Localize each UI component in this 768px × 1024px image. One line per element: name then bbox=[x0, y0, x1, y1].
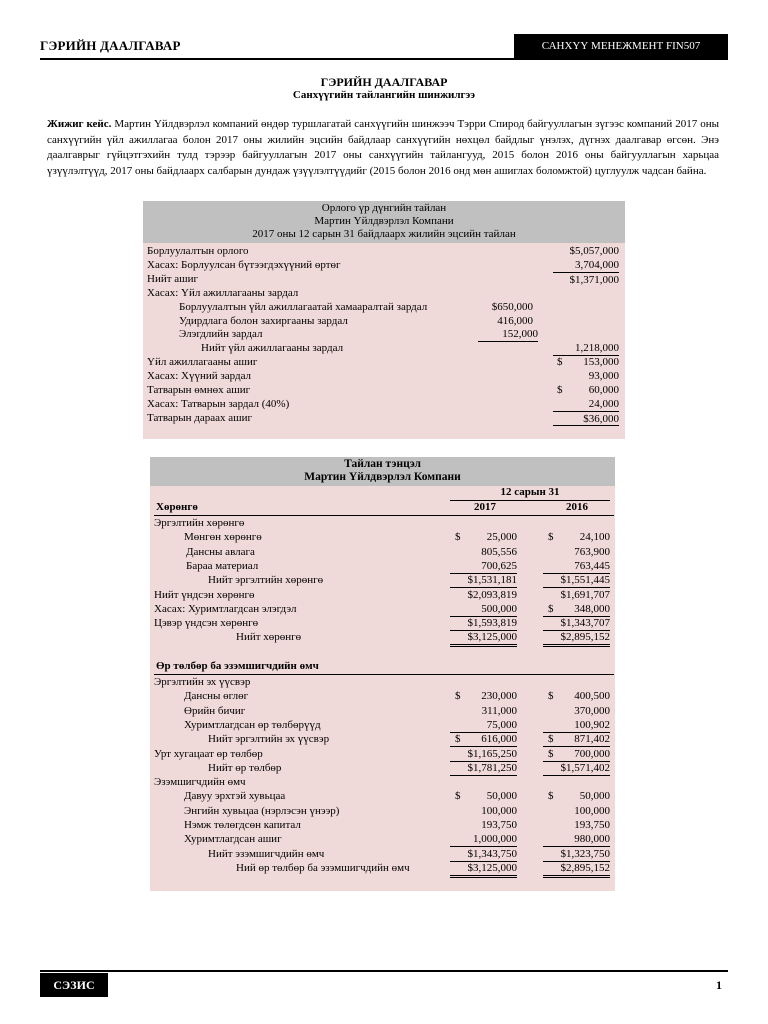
balance-row-2016: $1,571,402 bbox=[543, 761, 610, 776]
income-row-amount: 93,000 bbox=[588, 370, 619, 383]
income-row bbox=[143, 397, 625, 411]
income-row-label: Элэгдлийн зардал bbox=[179, 328, 263, 341]
balance-row bbox=[150, 789, 615, 803]
balance-row bbox=[150, 689, 615, 703]
balance-row bbox=[150, 516, 615, 530]
income-row-amount: 60,000 bbox=[588, 384, 619, 396]
balance-row-2017: 100,000 bbox=[481, 804, 517, 817]
balance-row-label: Нийт хөрөнгө bbox=[236, 631, 302, 644]
income-statement bbox=[143, 201, 625, 439]
col-2016: 2016 bbox=[566, 501, 588, 513]
balance-row-label: Дансны өглөг bbox=[184, 690, 249, 703]
balance-row-label: Нийт эргэлтийн хөрөнгө bbox=[208, 574, 324, 587]
income-row bbox=[143, 341, 625, 355]
balance-head-title: Тайлан тэнцэл bbox=[344, 458, 421, 470]
balance-row-label: Нэмж төлөгдсөн капитал bbox=[184, 819, 301, 831]
income-row-label: Нийт үйл ажиллагааны зардал bbox=[201, 342, 344, 355]
income-row-label: Борлуулалтын үйл ажиллагаатай хамааралтай зардал bbox=[179, 300, 428, 313]
balance-row-label: Өрийн бичиг bbox=[184, 704, 246, 717]
income-row-amount-detail: 416,000 bbox=[497, 314, 533, 327]
balance-row-2017: 75,000 bbox=[450, 718, 517, 733]
page-subtitle: Санхүүгийн тайлангийн шинжилгээ bbox=[292, 89, 476, 101]
income-row bbox=[143, 383, 625, 397]
income-row-amount: 3,704,000 bbox=[553, 258, 619, 273]
balance-row bbox=[150, 573, 615, 587]
balance-row-2016: $2,895,152 bbox=[543, 630, 610, 647]
balance-row-2016: 763,445 bbox=[543, 559, 610, 574]
balance-row-label: Давуу эрхтэй хувьцаа bbox=[184, 790, 286, 803]
balance-row-label: Урт хугацаат өр төлбөр bbox=[154, 747, 263, 760]
income-row-label: Хасах: Хүүний зардал bbox=[147, 370, 252, 383]
balance-sheet-header bbox=[150, 457, 615, 486]
balance-row-dollar: $ bbox=[455, 531, 461, 544]
income-row bbox=[143, 314, 625, 328]
income-row-label: Үйл ажиллагааны ашиг bbox=[147, 356, 258, 369]
balance-row-label: Хуримтлагдсан өр төлбөрүүд bbox=[184, 718, 321, 731]
balance-row-2016: 100,000 bbox=[574, 804, 610, 817]
balance-period: 12 сарын 31 bbox=[500, 486, 560, 498]
income-row-label: Хасах: Татварын зардал (40%) bbox=[147, 397, 290, 410]
balance-row-dollar: $ bbox=[548, 602, 554, 615]
balance-row-dollar: $ bbox=[548, 531, 554, 544]
header-left-title: ГЭРИЙН ДААЛГАВАР bbox=[40, 38, 181, 53]
balance-head-company: Мартин Үйлдвэрлэл Компани bbox=[304, 471, 461, 483]
balance-row-dollar: $ bbox=[548, 747, 554, 760]
balance-row-2017: 616,000 bbox=[450, 732, 517, 747]
balance-row bbox=[150, 530, 615, 544]
balance-row-dollar: $ bbox=[455, 733, 461, 746]
assets-section-title: Хөрөнгө bbox=[156, 501, 198, 513]
balance-row-2016: 50,000 bbox=[579, 790, 610, 803]
balance-row-2017: $1,343,750 bbox=[450, 847, 517, 862]
balance-row-label: Эргэлтийн хөрөнгө bbox=[154, 517, 245, 529]
income-row-amount: $1,371,000 bbox=[553, 272, 619, 286]
balance-row-2016: 700,000 bbox=[543, 747, 610, 762]
balance-row-label: Ний өр төлбөр ба эзэмшигчдийн өмч bbox=[236, 861, 410, 874]
balance-row-2017: $3,125,000 bbox=[450, 630, 517, 647]
balance-row bbox=[150, 602, 615, 616]
balance-row-2017: 193,750 bbox=[481, 819, 517, 831]
page-number: 1 bbox=[716, 978, 722, 992]
balance-row bbox=[150, 616, 615, 630]
income-row bbox=[143, 272, 625, 286]
balance-row-label: Энгийн хувьцаа (нэрлэсэн үнээр) bbox=[184, 804, 340, 817]
balance-row-2016: $1,691,707 bbox=[560, 588, 610, 601]
income-row-label: Татварын өмнөх ашиг bbox=[147, 384, 251, 396]
balance-row bbox=[150, 675, 615, 689]
balance-row-label: Нийт өр төлбөр bbox=[208, 761, 282, 774]
income-row-amount: $36,000 bbox=[553, 411, 619, 426]
balance-row-2016: 980,000 bbox=[543, 832, 610, 847]
income-statement-header bbox=[143, 201, 625, 243]
income-row-amount: 24,000 bbox=[553, 397, 619, 412]
balance-row bbox=[150, 718, 615, 732]
balance-row-2017: 700,625 bbox=[450, 559, 517, 574]
balance-row-2016: 370,000 bbox=[574, 704, 610, 717]
income-row bbox=[143, 244, 625, 258]
case-intro-paragraph bbox=[47, 117, 719, 179]
balance-row-dollar: $ bbox=[455, 790, 461, 803]
income-row-amount: 1,218,000 bbox=[553, 341, 619, 356]
income-row-label: Нийт ашиг bbox=[147, 272, 199, 285]
header-course-badge: САНХҮҮ МЕНЕЖМЕНТ FIN507 bbox=[514, 34, 728, 58]
income-row-label: Удирдлага болон захиргааны зардал bbox=[179, 314, 348, 327]
income-row-dollar: $ bbox=[557, 356, 563, 369]
balance-row bbox=[150, 588, 615, 602]
balance-row-2017: $1,781,250 bbox=[450, 761, 517, 776]
balance-row bbox=[150, 761, 615, 775]
balance-row-2016: $1,323,750 bbox=[543, 847, 610, 862]
balance-row-2016: 24,100 bbox=[579, 531, 610, 544]
balance-row-dollar: $ bbox=[548, 733, 554, 746]
income-row bbox=[143, 327, 625, 341]
income-row bbox=[143, 258, 625, 272]
header-rule bbox=[40, 58, 728, 60]
balance-row bbox=[150, 861, 615, 875]
income-head-company: Мартин Үйлдвэрлэл Компани bbox=[314, 215, 454, 227]
balance-row-2017: 311,000 bbox=[481, 704, 517, 717]
page-title: ГЭРИЙН ДААЛГАВАР bbox=[320, 75, 448, 89]
balance-row-label: Хасах: Хуримтлагдсан элэгдэл bbox=[154, 602, 297, 615]
balance-row-2017: $1,531,181 bbox=[450, 573, 517, 588]
income-head-period: 2017 оны 12 сарын 31 байдлаарх жилийн эцсийн тайлан bbox=[252, 228, 516, 240]
income-row-label: Хасах: Борлуулсан бүтээгдэхүүний өртөг bbox=[147, 258, 341, 271]
income-row bbox=[143, 355, 625, 369]
balance-row-2017: 230,000 bbox=[481, 690, 517, 703]
income-row bbox=[143, 286, 625, 300]
balance-row-label: Эзэмшигчдийн өмч bbox=[154, 776, 246, 789]
balance-sheet bbox=[150, 457, 615, 891]
balance-row-dollar: $ bbox=[548, 790, 554, 803]
income-row-amount: $5,057,000 bbox=[569, 245, 619, 257]
balance-row bbox=[150, 704, 615, 718]
balance-row-label: Хуримтлагдсан ашиг bbox=[184, 833, 282, 846]
balance-row-label: Мөнгөн хөрөнгө bbox=[184, 531, 262, 544]
case-lead: Жижиг кейс. bbox=[47, 118, 112, 130]
balance-row-label: Дансны авлага bbox=[186, 545, 255, 558]
balance-row-2017: 805,556 bbox=[481, 545, 517, 558]
income-row-dollar: $ bbox=[557, 384, 563, 396]
income-row bbox=[143, 411, 625, 425]
balance-row-2017: 500,000 bbox=[450, 602, 517, 617]
balance-row bbox=[150, 545, 615, 559]
balance-row-2017: $1,165,250 bbox=[450, 747, 517, 762]
balance-row-2016: 100,902 bbox=[543, 718, 610, 733]
balance-row-2016: $2,895,152 bbox=[543, 861, 610, 878]
balance-row-label: Нийт үндсэн хөрөнгө bbox=[154, 588, 255, 601]
balance-row-2016: 400,500 bbox=[574, 690, 610, 703]
balance-row bbox=[150, 847, 615, 861]
balance-row-2017: 50,000 bbox=[486, 790, 517, 803]
balance-row-label: Эргэлтийн эх үүсвэр bbox=[154, 676, 251, 688]
balance-row-2017: $1,593,819 bbox=[450, 616, 517, 631]
income-row-label: Татварын дараах ашиг bbox=[147, 411, 253, 424]
balance-row-2017: 25,000 bbox=[486, 531, 517, 544]
case-text: Мартин Үйлдвэрлэл компаний өндөр туршлагатай санхүүгийн шинжээч Тэрри Спирод байгууллагын зүгээс компаний 2017 оны санхүүгийн үйл ажиллагаа болон 2017 оны жилийн эцсийн байдлаар санхүүгийн нөхцөл байдлыг үнэлэх, дүгнэх даалгавар өгсөн. Энэ даалгаврыг гүйцэтгэхийн тулд тэрээр байгууллагын 2017 оны санхүүгийн тайлангууд, 2015 болон 2016 оны байгууллагын харьцаа үзүүлэлтүүд, 2017 оны байдлаарх салбарын дундаж үзүүлэлтүүдийг (2015 болон 2016 онд мөн ашиглах боломжтой) цуглуулж чадсан байна. bbox=[47, 118, 719, 177]
income-row-label: Борлуулалтын орлого bbox=[147, 245, 249, 257]
balance-row bbox=[150, 818, 615, 832]
footer-rule bbox=[40, 970, 728, 972]
income-row-amount: 153,000 bbox=[583, 356, 619, 369]
balance-row-2017: 1,000,000 bbox=[450, 832, 517, 847]
footer-school-badge: СЭЗИС bbox=[40, 973, 108, 997]
balance-row bbox=[150, 804, 615, 818]
income-row bbox=[143, 369, 625, 383]
balance-row-dollar: $ bbox=[548, 690, 554, 703]
income-row-label: Хасах: Үйл ажиллагааны зардал bbox=[147, 286, 299, 299]
balance-row bbox=[150, 775, 615, 789]
balance-row-label: Нийт эргэлтийн эх үүсвэр bbox=[208, 733, 330, 746]
balance-row-dollar: $ bbox=[455, 690, 461, 703]
balance-row bbox=[150, 832, 615, 846]
balance-row-2016: 871,402 bbox=[543, 732, 610, 747]
balance-row-2016: 763,900 bbox=[574, 545, 610, 558]
balance-row-label: Цэвэр үндсэн хөрөнгө bbox=[154, 617, 259, 630]
balance-row-2016: 193,750 bbox=[574, 819, 610, 831]
income-row-amount-detail: 152,000 bbox=[478, 327, 538, 342]
balance-row-2016: 348,000 bbox=[543, 602, 610, 617]
balance-row-2017: $3,125,000 bbox=[450, 861, 517, 878]
balance-row-label: Бараа материал bbox=[186, 559, 259, 572]
liabilities-section-title: Өр төлбөр ба эзэмшигчдийн өмч bbox=[156, 660, 319, 672]
col-2017: 2017 bbox=[474, 501, 496, 513]
balance-row-2016: $1,551,445 bbox=[543, 573, 610, 588]
balance-row bbox=[150, 732, 615, 746]
balance-row bbox=[150, 747, 615, 761]
balance-row-2017: $2,093,819 bbox=[467, 588, 517, 601]
balance-row-label: Нийт эзэмшигчдийн өмч bbox=[208, 847, 325, 860]
income-head-title: Орлого үр дүнгийн тайлан bbox=[321, 202, 447, 214]
balance-row bbox=[150, 559, 615, 573]
income-row-amount-detail: $650,000 bbox=[491, 300, 533, 313]
income-row bbox=[143, 300, 625, 314]
balance-row-2016: $1,343,707 bbox=[543, 616, 610, 631]
balance-row bbox=[150, 630, 615, 644]
